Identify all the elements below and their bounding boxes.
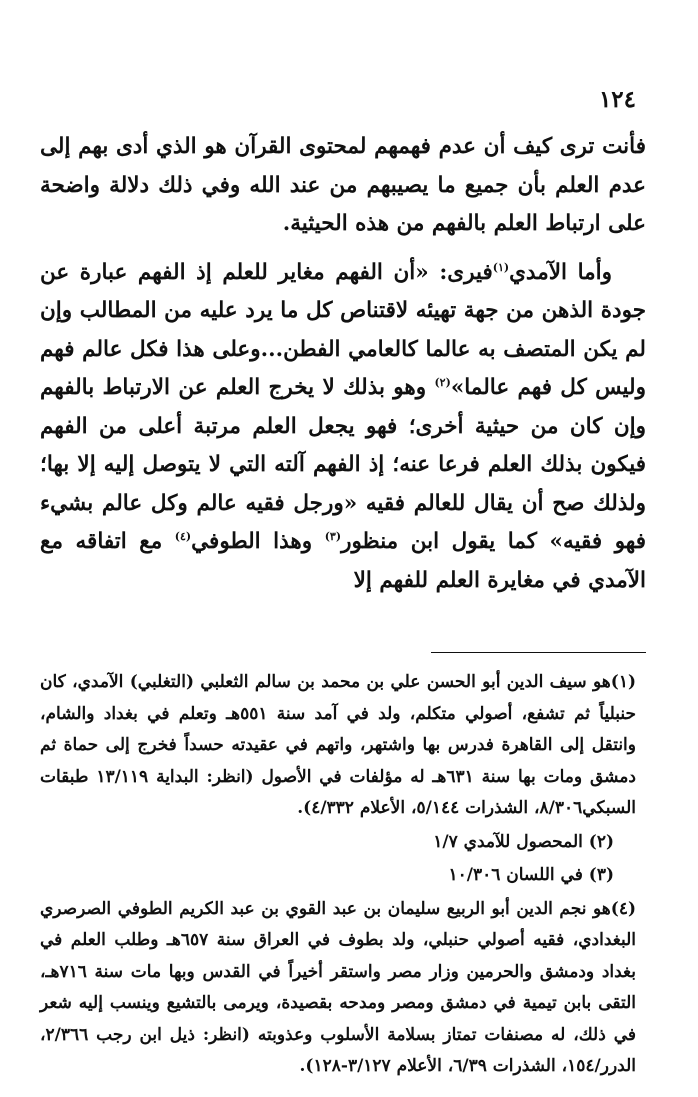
footnotes — [40, 667, 636, 1083]
paragraph-2-part-c: وهو بذلك لا يخرج العلم عن الارتباط بالفهم وإن كان من حيثية أخرى؛ فهو يجعل العلم مرتبة أعلى من الفهم فيكون بذلك العلم فرعا عنه؛ إذ الفهم آلته التي لا يتوصل إليه إلا بها؛ ولذلك صح أن يقال للعالم فقيه «ورجل فقيه عالم وكل عالم بشيء فهو فقيه» كما يقول ابن منظور — [40, 375, 646, 554]
footnote-4: (٤)هو نجم الدين أبو الربيع سليمان بن عبد القوي بن عبد الكريم الطوفي الصرصري البغدادي، فقيه أصولي حنبلي، ولد بطوف في العراق سنة ٦٥٧هـ وطلب العلم في بغداد ودمشق والحرمين وزار مصر واستقر أخيراً في القدس وبها مات سنة ٧١٦هـ، التقى بابن تيمية في دمشق ومصر ومدحه بقصيدة، ويرمى بالتشيع وينسب إليه شعر في ذلك، له مصنفات تمتاز بسلامة الأسلوب وعذوبته (انظر: ذيل ابن رجب ٢/٣٦٦، الدرر/١٥٤، الشذرات ٦/٣٩، الأعلام ٣/١٢٧-١٢٨). — [40, 898, 636, 1076]
footnote-3: (٣) في اللسان ١٠/٣٠٦ — [448, 865, 614, 885]
footnote-separator — [431, 652, 646, 653]
paragraph-2 — [40, 254, 646, 601]
paragraph-1: فأنت ترى كيف أن عدم فهمهم لمحتوى القرآن هو الذي أدى بهم إلى عدم العلم بأن جميع ما يصيبهم من عند الله وفي ذلك دلالة واضحة على ارتباط العلم بالفهم من هذه الحيثية. — [40, 134, 646, 236]
paragraph-2-part-d: وهذا الطوفي — [191, 529, 325, 554]
footnote-1: (١)هو سيف الدين أبو الحسن علي بن محمد بن سالم الثعلبي (التغلبي) الآمدي، كان حنبلياً ثم تشفع، أصولي متكلم، ولد في آمد سنة ٥٥١هـ وتعلم في بغداد والشام، وانتقل إلى القاهرة فدرس بها واشتهر، واتهم في عقيدته حسداً فخرج إلى حماة ثم دمشق ومات بها سنة ٦٣١هـ له مؤلفات في الأصول (انظر: البداية ١٣/١١٩ طبقات السبكي٨/٣٠٦، الشذرات ٥/١٤٤، الأعلام ٤/٣٣٢). — [40, 672, 636, 818]
footnote-ref-2: (٢) — [434, 375, 451, 389]
paragraph-2-part-a: وأما الآمدي — [509, 259, 612, 285]
paragraph-2-part-b: فيرى: «أن الفهم مغاير للعلم إذ الفهم عبارة عن جودة الذهن من جهة تهيئه لاقتناص كل ما يرد عليه من المطالب وإن لم يكن المتصف به عالما كالعامي الفطن...وعلى هذا فكل عالم فهم وليس كل فهم عالما» — [40, 259, 646, 400]
footnote-ref-3: (٣) — [324, 529, 342, 543]
paragraph-2-part-e: مع اتفاقه مع الآمدي في مغايرة العلم للفهم إلا — [40, 529, 646, 593]
page-number: ١٢٤ — [598, 86, 636, 113]
footnote-ref-1: (١) — [492, 260, 510, 274]
main-text — [40, 128, 646, 600]
footnote-ref-4: (٤) — [174, 529, 192, 543]
footnote-2: (٢) المحصول للآمدي ١/٧ — [433, 831, 614, 852]
